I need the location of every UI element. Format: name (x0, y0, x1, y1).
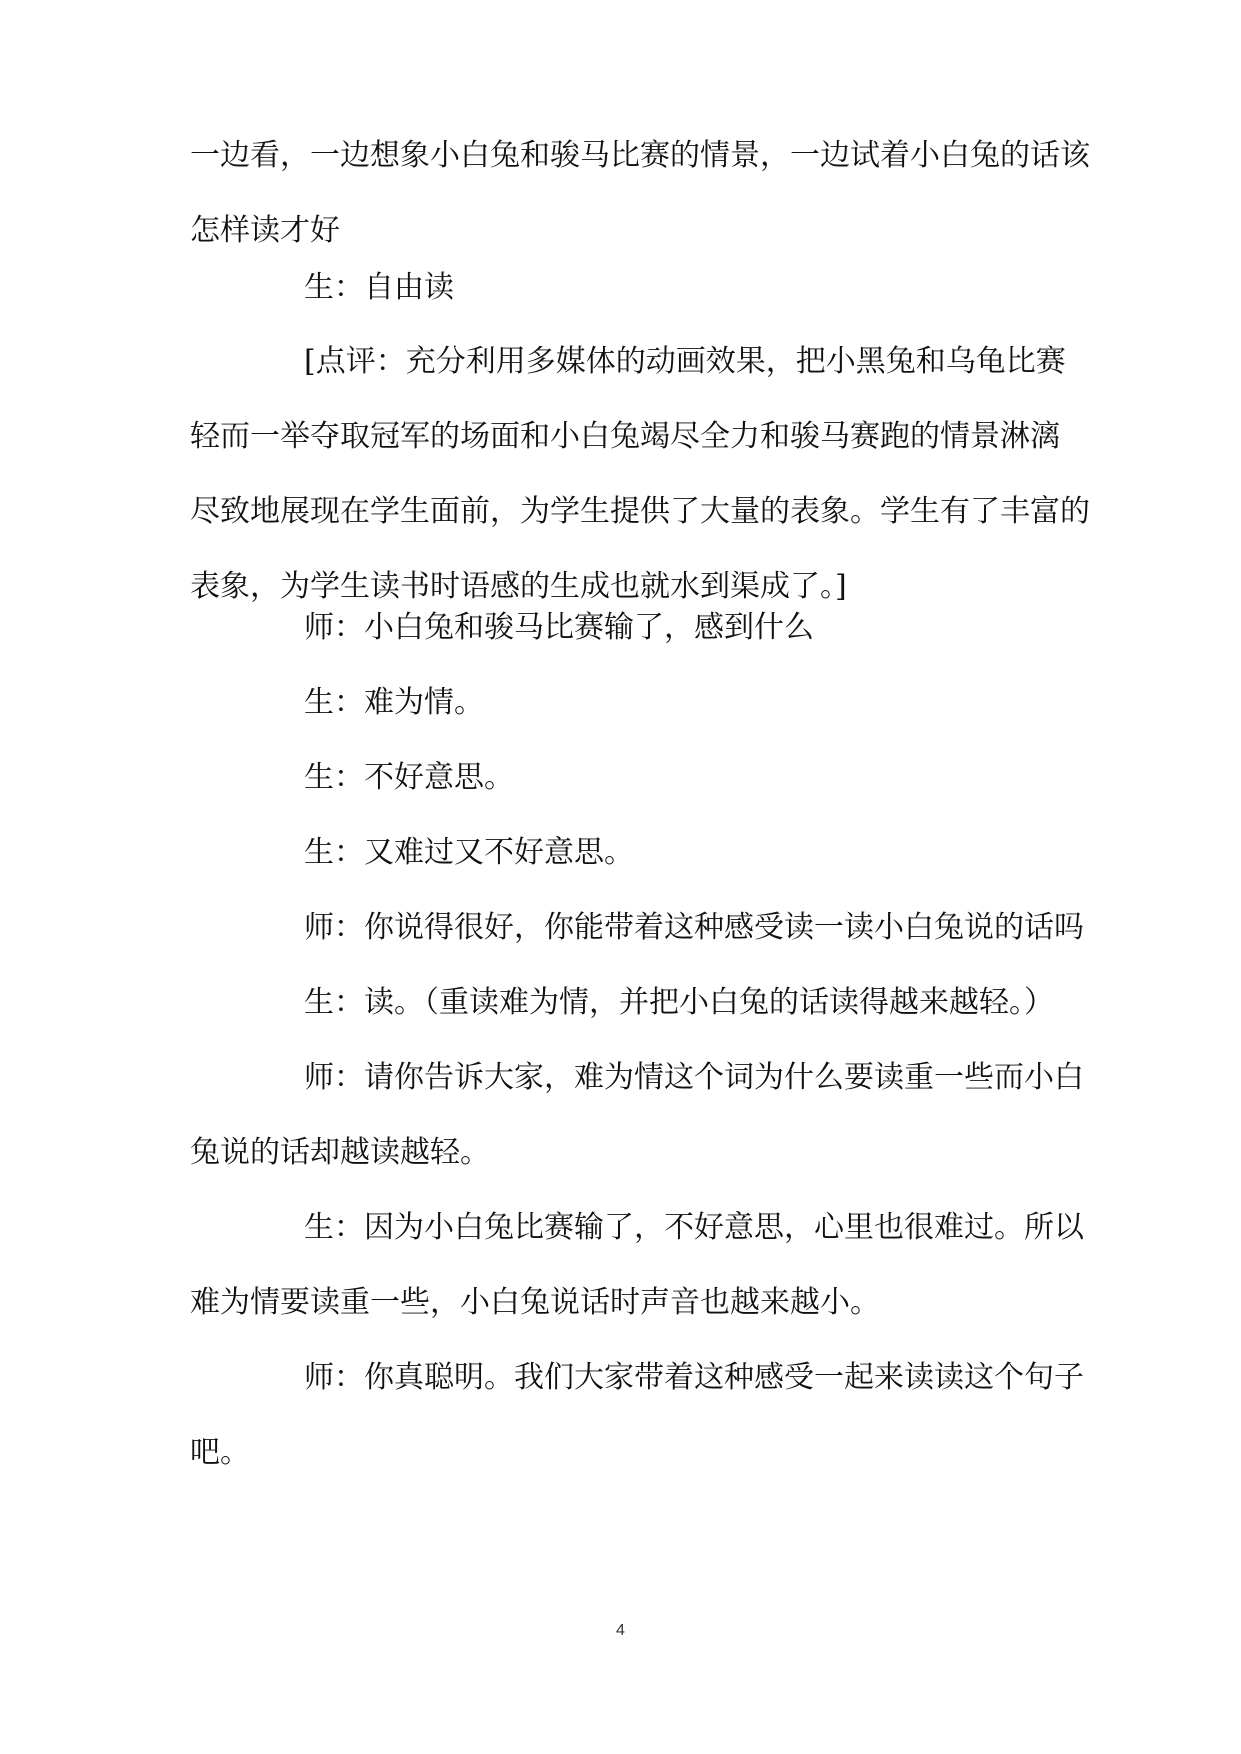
text-line: 吧。 (190, 1435, 250, 1470)
text-line: 难为情要读重一些，小白兔说话时声音也越来越小。 (190, 1285, 880, 1320)
text-line: 师：请你告诉大家，难为情这个词为什么要读重一些而小白 (304, 1060, 1084, 1095)
text-line: 生：因为小白兔比赛输了，不好意思，心里也很难过。所以 (304, 1210, 1084, 1245)
text-line: 尽致地展现在学生面前，为学生提供了大量的表象。学生有了丰富的 (190, 494, 1090, 529)
text-line: 兔说的话却越读越轻。 (190, 1135, 490, 1170)
text-line: 怎样读才好 (190, 213, 340, 248)
text-line: 生：难为情。 (304, 685, 484, 720)
paragraph (190, 1340, 1084, 1490)
paragraph (190, 118, 1090, 268)
text-line: 表象，为学生读书时语感的生成也就水到渠成了。] (190, 569, 847, 604)
paragraph (190, 890, 1084, 965)
text-line: 生：不好意思。 (304, 760, 514, 795)
text-line: 生：又难过又不好意思。 (304, 835, 634, 870)
text-line: 师：你真聪明。我们大家带着这种感受一起来读读这个句子 (304, 1360, 1084, 1395)
paragraph (190, 665, 1050, 740)
comment-paragraph (190, 324, 1090, 624)
text-line: [点评：充分利用多媒体的动画效果，把小黑兔和乌龟比赛 (304, 344, 1066, 379)
text-line: 师：你说得很好，你能带着这种感受读一读小白兔说的话吗 (304, 910, 1084, 945)
page-number: 4 (616, 1622, 625, 1639)
text-line: 一边看，一边想象小白兔和骏马比赛的情景，一边试着小白兔的话该 (190, 138, 1090, 173)
paragraph (190, 1190, 1084, 1340)
text-line: 生：读。（重读难为情，并把小白兔的话读得越来越轻。） (304, 985, 1054, 1020)
text-line: 师：小白兔和骏马比赛输了，感到什么 (304, 610, 814, 645)
paragraph (190, 1040, 1084, 1190)
paragraph (190, 740, 1050, 815)
paragraph (190, 815, 1050, 890)
paragraph (190, 590, 1050, 665)
paragraph (190, 250, 1050, 325)
text-line: 轻而一举夺取冠军的场面和小白兔竭尽全力和骏马赛跑的情景淋漓 (190, 419, 1060, 454)
paragraph (190, 965, 1054, 1040)
text-line: 生：自由读 (304, 270, 454, 305)
